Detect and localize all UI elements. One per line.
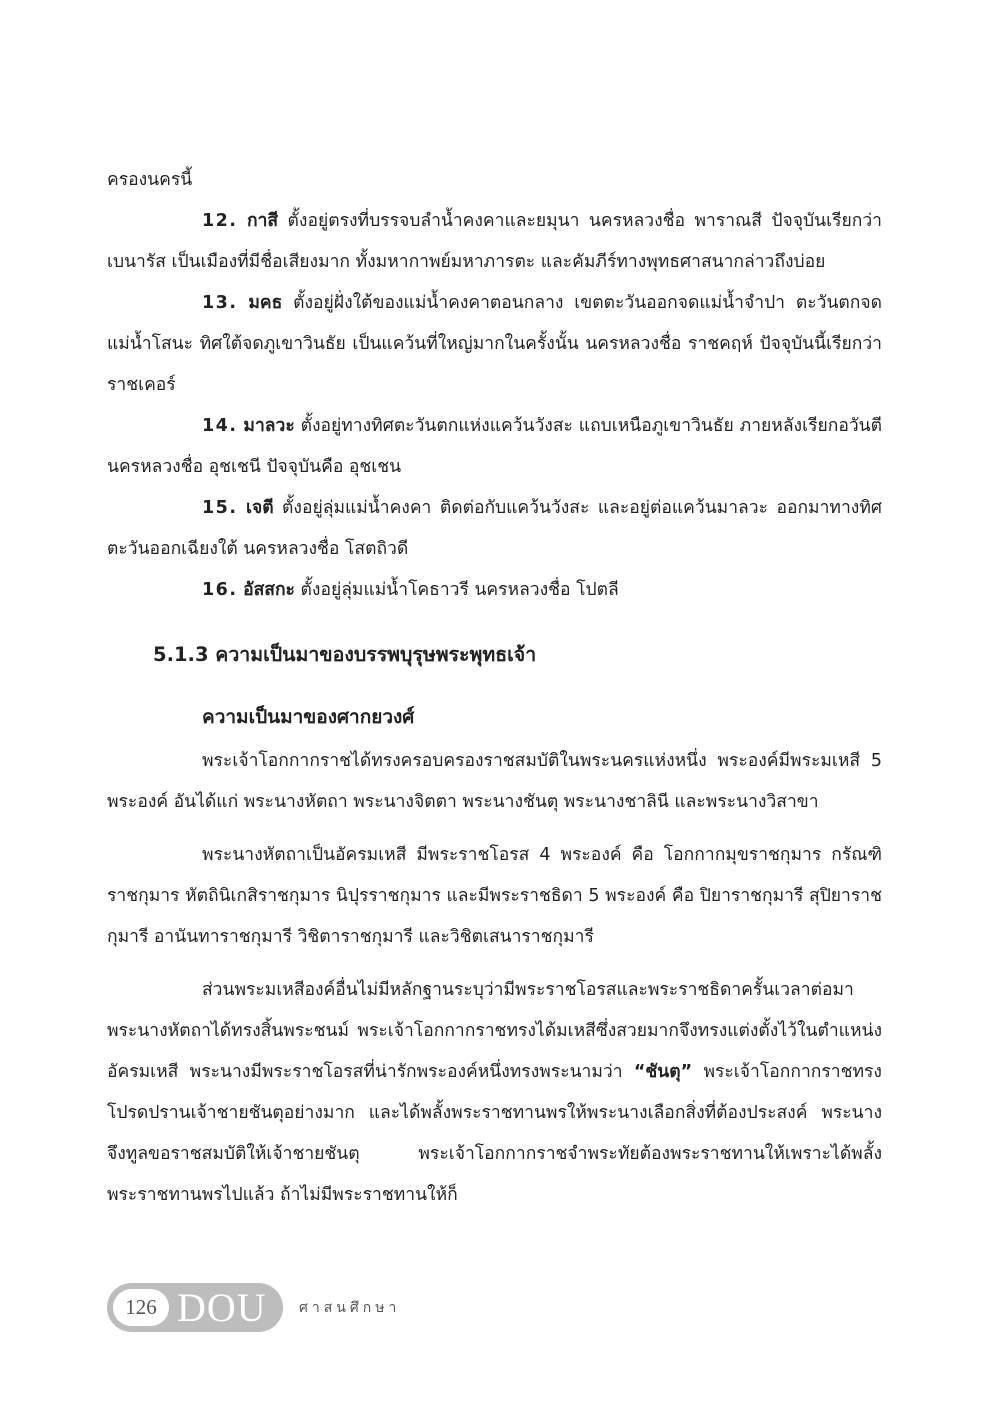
- entry-number: 12.: [202, 211, 238, 231]
- paragraph-3-rest: พระเจ้าโอกกากราชทรงโปรดปรานเจ้าชายชันตุอย่างมาก และได้พลั้งพระราชทานพรให้พระนางเลือกสิ่งที่ต้องประสงค์ พระนางจึงทูลขอราชสมบัติให้เจ้าชายชันตุ พระเจ้าโอกกากราชจำพระทัยต้องพระราชทานให้เพราะได้พลั้งพระราชทานพรไปแล้ว ถ้าไม่มีพระราชทานให้ก็: [107, 1062, 882, 1205]
- entry-number: 13.: [202, 293, 238, 313]
- entry-text: ตั้งอยู่ลุ่มแม่น้ำโคธาวรี นครหลวงชื่อ โปตลี: [294, 580, 619, 600]
- entry-14: [107, 406, 882, 488]
- entry-text: ตั้งอยู่ฝั่งใต้ของแม่น้ำคงคาตอนกลาง เขตตะวันออกจดแม่น้ำจำปา ตะวันตกจดแม่น้ำโสนะ ทิศใต้จดภูเขาวินธัย เป็นแคว้นที่ใหญ่มากในครั้งนั้น นครหลวงชื่อ ราชคฤห์ ปัจจุบันนี้เรียกว่า ราชเคอร์: [107, 293, 882, 395]
- page-footer: [107, 1283, 707, 1333]
- entry-number: 16.: [202, 580, 238, 600]
- subheading: ความเป็นมาของศากยวงศ์: [202, 706, 415, 728]
- entry-text: ตั้งอยู่ตรงที่บรรจบลำน้ำคงคาและยมุนา นครหลวงชื่อ พาราณสี ปัจจุบันเรียกว่า เบนารัส เป็นเมืองที่มีชื่อเสียงมาก ทั้งมหากาพย์มหาภารตะ และคัมภีร์ทางพุทธศาสนากล่าวถึงบ่อย: [107, 211, 882, 272]
- entry-number: 14.: [202, 416, 238, 436]
- entry-number: 15.: [202, 498, 238, 518]
- entry-name: มาลวะ: [243, 416, 295, 436]
- paragraph-3: [107, 970, 882, 1216]
- entry-name: อัสสกะ: [243, 580, 295, 600]
- paragraph-2: พระนางหัตถาเป็นอัครมเหสี มีพระราชโอรส 4 พระองค์ คือ โอกกากมุขราชกุมาร กรัณฑิราชกุมาร หัตถินิเกสิราชกุมาร นิปุรราชกุมาร และมีพระราชธิดา 5 พระองค์ คือ ปิยาราชกุมารี สุปิยาราชกุมารี อานันทาราชกุมารี วิชิตาราชกุมารี และวิชิตเสนาราชกุมารี: [107, 845, 882, 947]
- entry-text: ตั้งอยู่ทางทิศตะวันตกแห่งแคว้นวังสะ แถบเหนือภูเขาวินธัย ภายหลังเรียกอวันตี นครหลวงชื่อ อุชเชนี ปัจจุบันคือ อุชเชน: [107, 416, 882, 477]
- entry-name: กาสี: [246, 211, 279, 231]
- name-chantu: “ชันตุ”: [633, 1062, 693, 1082]
- entry-12: [107, 201, 882, 283]
- body-text: [107, 160, 882, 1216]
- section-heading: 5.1.3 ความเป็นมาของบรรพบุรุษพระพุทธเจ้า: [153, 643, 537, 666]
- entry-text: ตั้งอยู่ลุ่มแม่น้ำคงคา ติดต่อกับแคว้นวังสะ และอยู่ต่อแคว้นมาลวะ ออกมาทางทิศตะวันออกเฉียงใต้ นครหลวงชื่อ โสตถิวดี: [107, 498, 882, 559]
- entry-13: [107, 283, 882, 406]
- dou-logo: DOU: [177, 1285, 267, 1330]
- footer-badge: [107, 1283, 283, 1332]
- paragraph-1: พระเจ้าโอกกากราชได้ทรงครอบครองราชสมบัติในพระนครแห่งหนึ่ง พระองค์มีพระมเหสี 5 พระองค์ อันได้แก่ พระนางหัตถา พระนางจิตตา พระนางชันตุ พระนางชาลินี และพระนางวิสาขา: [107, 751, 882, 812]
- entry-name: มคธ: [248, 293, 283, 313]
- footer-title: ศาสนศึกษา: [299, 1300, 401, 1316]
- intro-line: ครองนครนี้: [107, 170, 193, 190]
- entry-15: [107, 488, 882, 570]
- entry-16: [107, 570, 882, 611]
- entry-name: เจตี: [245, 498, 274, 518]
- paragraph-3-text: ส่วนพระมเหสีองค์อื่นไม่มีหลักฐานระบุว่ามีพระราชโอรสและพระราชธิดาครั้นเวลาต่อมา พระนางหัตถาได้ทรงสิ้นพระชนม์ พระเจ้าโอกกากราชทรงได้มเหสีซึ่งสวยมากจึงทรงแต่งตั้งไว้ในตำแหน่งอัครมเหสี พระนางมีพระราชโอรสที่น่ารักพระองค์หนึ่งทรงพระนามว่า: [107, 980, 882, 1082]
- page-number: 126: [113, 1289, 169, 1326]
